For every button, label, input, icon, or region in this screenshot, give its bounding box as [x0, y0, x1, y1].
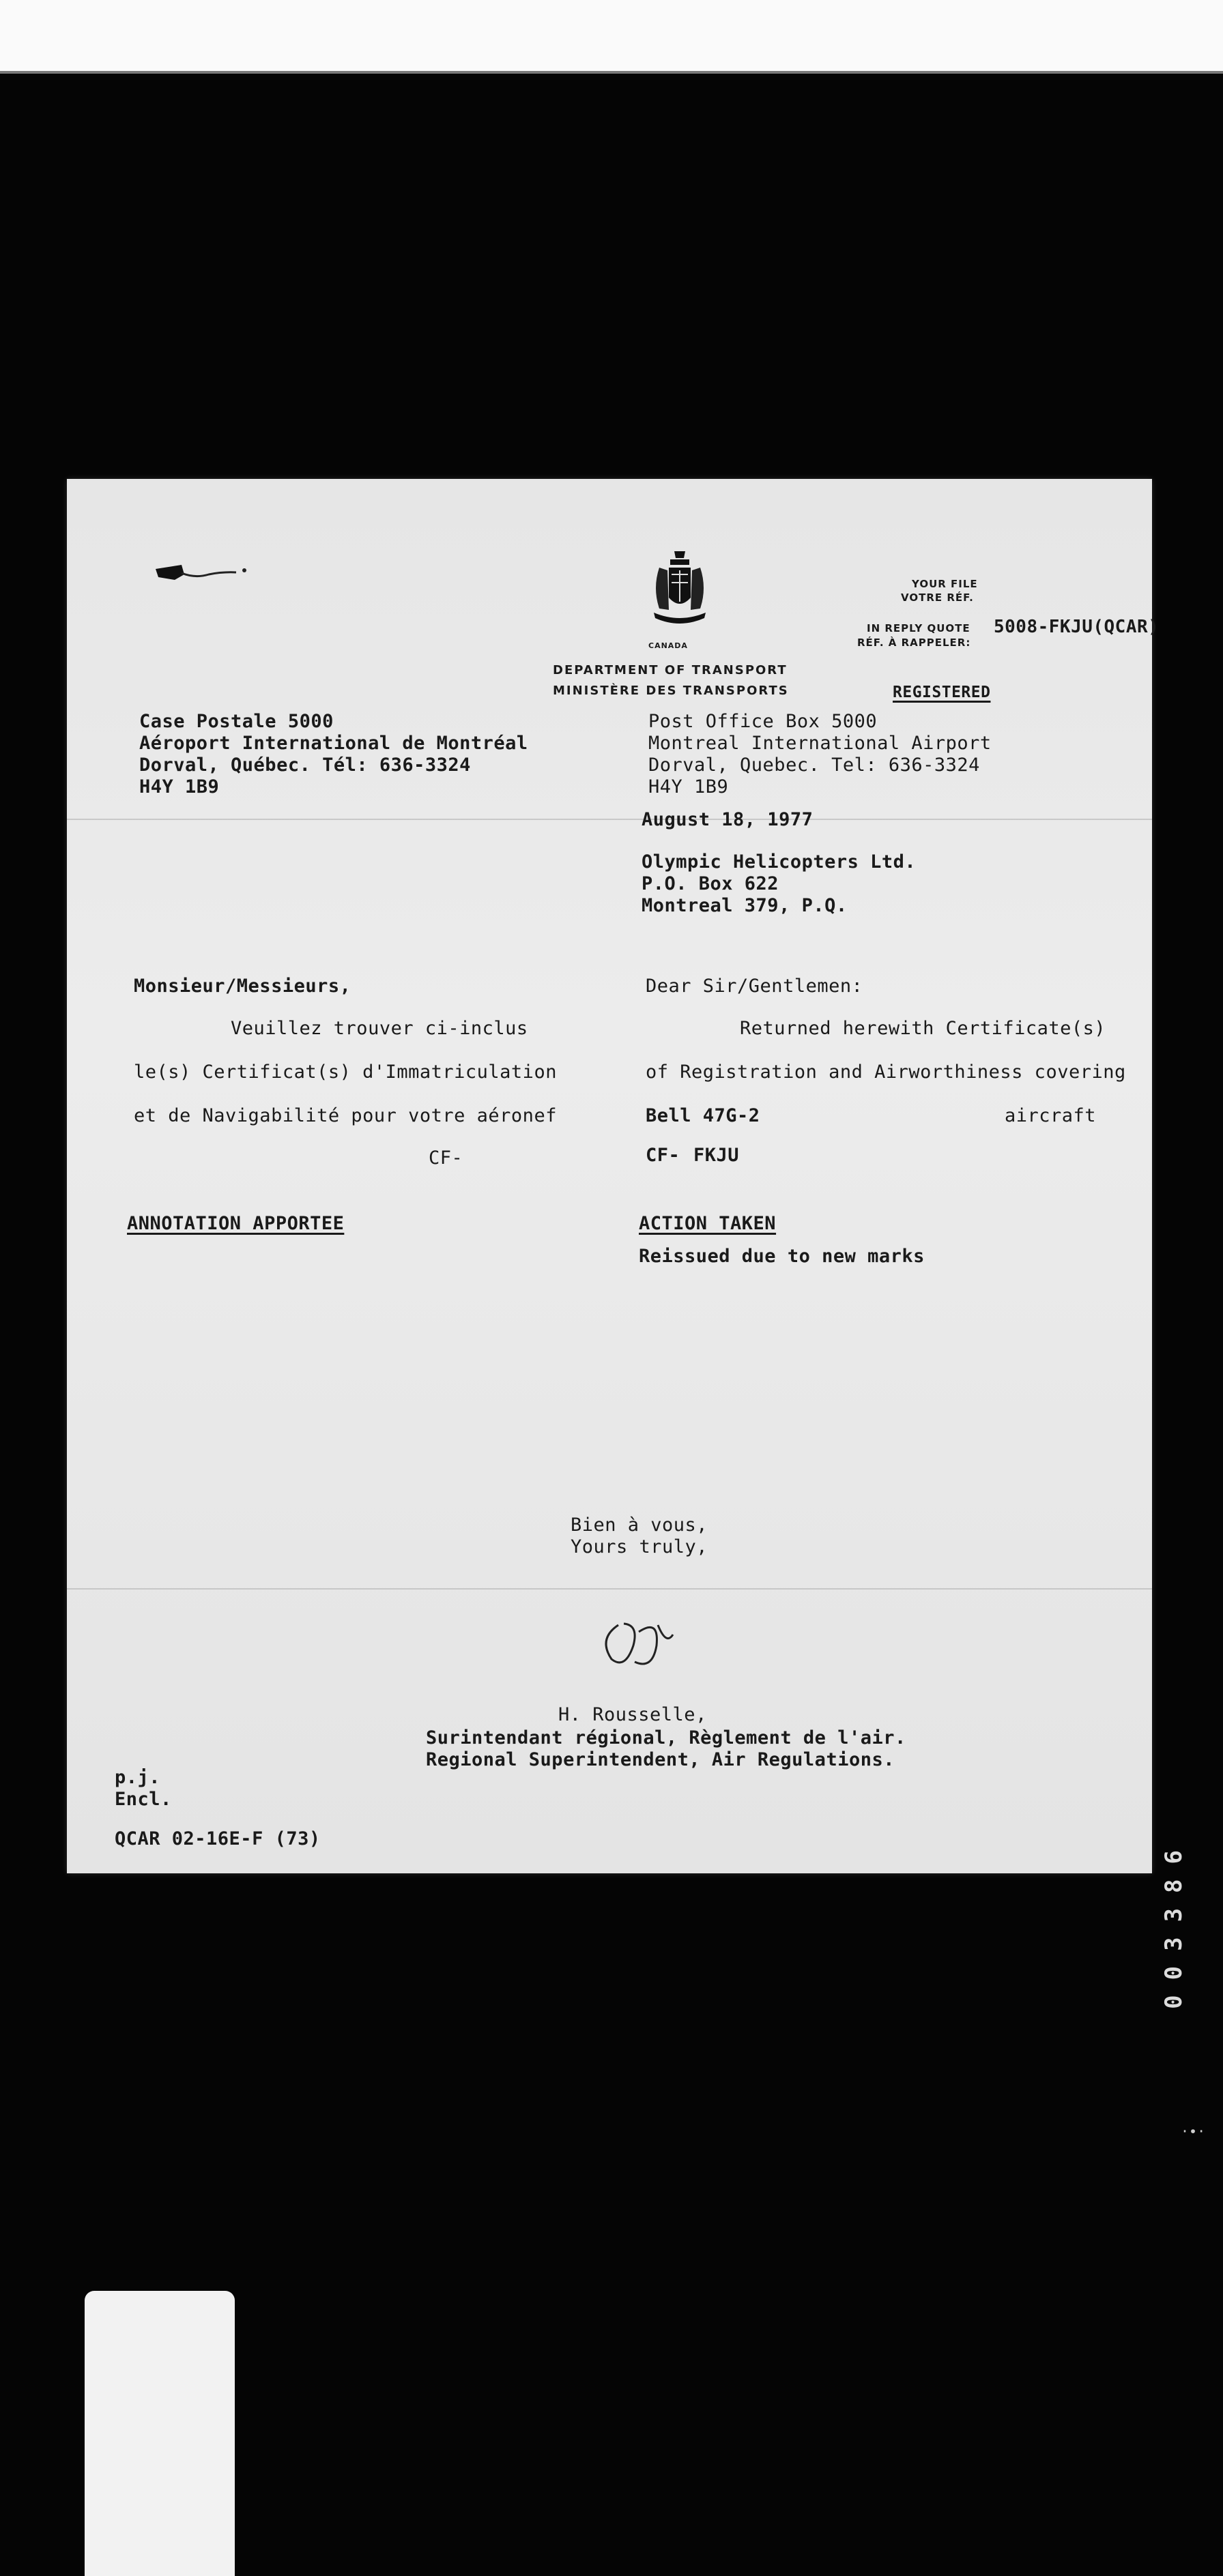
votre-ref-label: VOTRE RÉF. — [901, 591, 974, 604]
canada-label: CANADA — [648, 641, 688, 650]
in-reply-quote-label: IN REPLY QUOTE — [867, 622, 970, 634]
top-margin-band — [0, 0, 1223, 71]
french-marks-prefix: CF- — [429, 1147, 463, 1169]
french-body-line: Veuillez trouver ci-inclus — [231, 1018, 528, 1039]
speckle-mark: ·∙· — [1181, 2123, 1206, 2139]
french-address-line: H4Y 1B9 — [139, 776, 220, 797]
enclosure-fr: p.j. — [115, 1767, 161, 1788]
scan-edge-line — [0, 71, 1223, 74]
english-body-line: Returned herewith Certificate(s) — [740, 1018, 1106, 1039]
recipient-line: Montreal 379, P.Q. — [642, 895, 848, 916]
french-address-line: Dorval, Québec. Tél: 636-3324 — [139, 755, 471, 776]
annotation-heading-fr: ANNOTATION APPORTEE — [127, 1213, 345, 1234]
recipient-line: Olympic Helicopters Ltd. — [642, 851, 917, 873]
archive-stamp-number: 003386 — [1160, 1835, 1188, 2009]
fold-line — [67, 1588, 1152, 1590]
letter-date: August 18, 1977 — [642, 809, 814, 830]
english-salutation: Dear Sir/Gentlemen: — [646, 976, 863, 997]
scan-margin-strip — [85, 2291, 235, 2576]
aircraft-word: aircraft — [1005, 1105, 1097, 1126]
english-marks-prefix: CF- — [646, 1145, 680, 1166]
registered-stamp: REGISTERED — [893, 684, 991, 701]
enclosure-en: Encl. — [115, 1789, 172, 1810]
signatory-name: H. Rousselle, — [558, 1704, 707, 1725]
signatory-title-fr: Surintendant régional, Règlement de l'air. — [426, 1727, 906, 1748]
scribble-mark-icon — [154, 559, 250, 583]
reference-number: 5008-FKJU(QCAR) — [994, 617, 1160, 637]
french-salutation: Monsieur/Messieurs, — [134, 976, 351, 997]
recipient-line: P.O. Box 622 — [642, 873, 779, 894]
department-name-fr: MINISTÈRE DES TRANSPORTS — [553, 684, 789, 698]
french-address-line: Case Postale 5000 — [139, 711, 334, 732]
letter-document — [67, 479, 1160, 1873]
action-taken-heading: ACTION TAKEN — [639, 1213, 777, 1234]
ref-a-rappeler-label: RÉF. À RAPPELER: — [857, 636, 971, 649]
english-body-line: of Registration and Airworthiness covering — [646, 1062, 1126, 1083]
english-address-line: Post Office Box 5000 — [648, 711, 878, 732]
signatory-title-en: Regional Superintendent, Air Regulations. — [426, 1749, 895, 1770]
handwritten-signature-icon — [591, 1605, 700, 1680]
aircraft-registration-marks: FKJU — [693, 1145, 740, 1166]
your-file-label: YOUR FILE — [912, 578, 978, 590]
action-taken-text: Reissued due to new marks — [639, 1246, 925, 1267]
french-body-line: le(s) Certificat(s) d'Immatriculation — [134, 1062, 557, 1083]
fold-line — [67, 819, 1152, 820]
english-address-line: Dorval, Quebec. Tel: 636-3324 — [648, 755, 980, 776]
french-body-line: et de Navigabilité pour votre aéronef — [134, 1105, 557, 1126]
canada-coat-of-arms-icon — [639, 547, 721, 636]
closing-fr: Bien à vous, — [571, 1514, 708, 1536]
aircraft-model: Bell 47G-2 — [646, 1105, 760, 1126]
closing-en: Yours truly, — [571, 1536, 708, 1557]
english-address-line: H4Y 1B9 — [648, 776, 729, 797]
form-number: QCAR 02-16E-F (73) — [115, 1828, 321, 1849]
french-address-line: Aéroport International de Montréal — [139, 733, 528, 754]
english-address-line: Montreal International Airport — [648, 733, 992, 754]
department-name-en: DEPARTMENT OF TRANSPORT — [553, 663, 788, 677]
